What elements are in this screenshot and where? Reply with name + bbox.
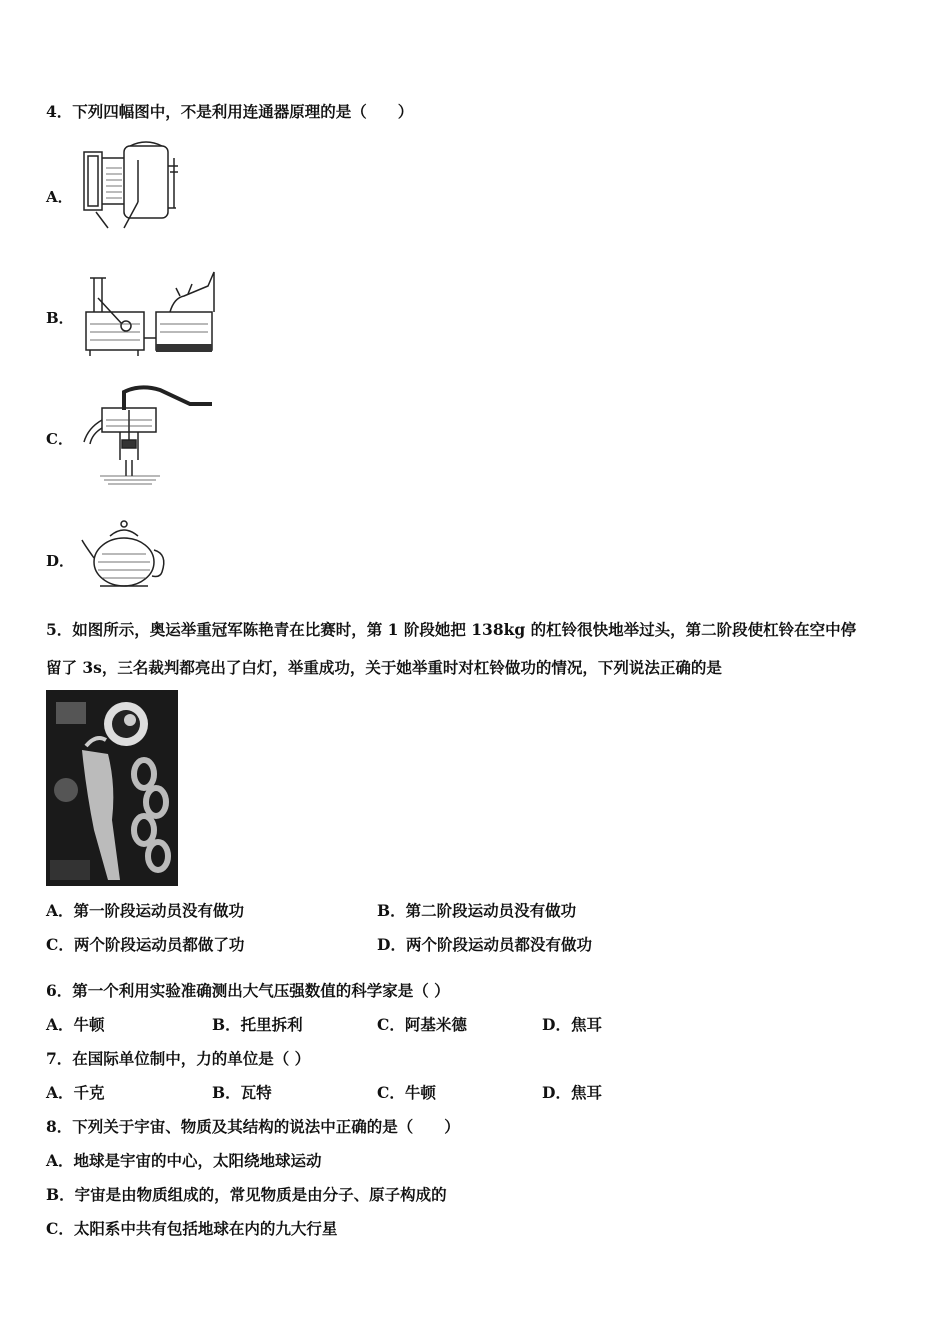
q6-option-d: D．焦耳 bbox=[542, 1015, 602, 1034]
q7-stem: 7．在国际单位制中，力的单位是（ ） bbox=[46, 1049, 311, 1068]
q7-option-c: C．牛顿 bbox=[377, 1083, 436, 1102]
q6-option-a: A．牛顿 bbox=[46, 1015, 105, 1034]
weightlifter-photo bbox=[46, 690, 178, 886]
q5-option-b: B．第二阶段运动员没有做功 bbox=[377, 901, 577, 920]
q5-option-d: D．两个阶段运动员都没有做功 bbox=[377, 935, 592, 954]
q5-option-c: C．两个阶段运动员都做了功 bbox=[46, 935, 245, 954]
q7-option-a: A．千克 bbox=[46, 1083, 105, 1102]
q4-option-a-label: A． bbox=[46, 188, 73, 206]
boiler-gauge-icon bbox=[78, 138, 188, 230]
q6-option-b: B．托里拆利 bbox=[212, 1015, 303, 1034]
q4-option-b-label: B． bbox=[46, 309, 74, 327]
q4-option-d-label: D． bbox=[46, 552, 75, 570]
q5-stem-line2: 留了 3s，三名裁判都亮出了白灯，举重成功，关于她举重时对杠铃做功的情况，下列说法正确的是 bbox=[46, 658, 722, 677]
q6-option-c: C．阿基米德 bbox=[377, 1015, 467, 1034]
q8-option-a: A．地球是宇宙的中心，太阳绕地球运动 bbox=[46, 1151, 322, 1170]
q5-option-a: A．第一阶段运动员没有做功 bbox=[46, 901, 245, 920]
piston-water-pump-icon bbox=[80, 380, 220, 490]
q4-stem: 4．下列四幅图中，不是利用连通器原理的是（ ） bbox=[46, 102, 414, 121]
q8-option-c: C．太阳系中共有包括地球在内的九大行星 bbox=[46, 1219, 338, 1238]
livestock-water-trough-icon bbox=[80, 268, 220, 360]
teapot-icon bbox=[80, 514, 172, 590]
q8-stem: 8．下列关于宇宙、物质及其结构的说法中正确的是（ ） bbox=[46, 1117, 460, 1136]
q6-stem: 6．第一个利用实验准确测出大气压强数值的科学家是（ ） bbox=[46, 981, 450, 1000]
q4-option-c-label: C． bbox=[46, 430, 73, 448]
q7-option-d: D．焦耳 bbox=[542, 1083, 602, 1102]
q7-option-b: B．瓦特 bbox=[212, 1083, 272, 1102]
q5-stem-line1: 5．如图所示，奥运举重冠军陈艳青在比赛时，第 1 阶段她把 138kg 的杠铃很快地举过头，第二阶段使杠铃在空中停 bbox=[46, 620, 857, 639]
q8-option-b: B．宇宙是由物质组成的，常见物质是由分子、原子构成的 bbox=[46, 1185, 447, 1204]
